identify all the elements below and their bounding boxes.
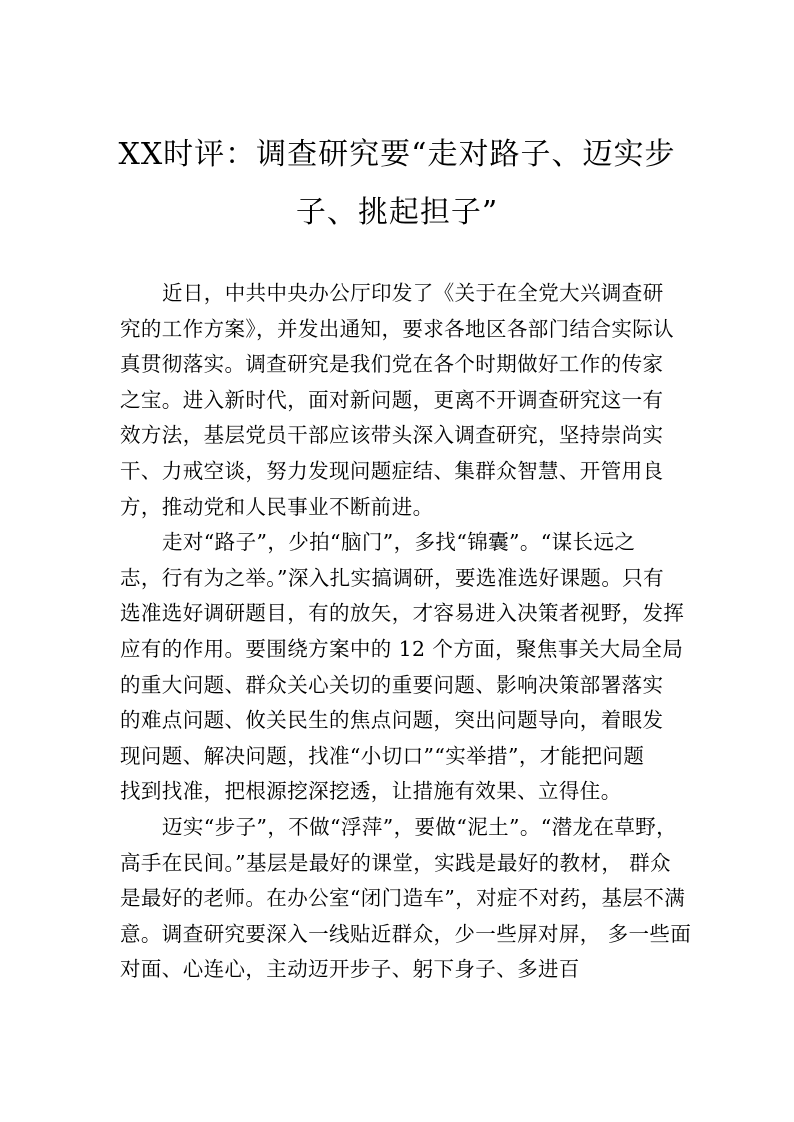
paragraph-line: 应有的作用。要围绕方案中的 12 个方面，聚焦事关大局全局 [120, 636, 684, 661]
paragraph-line: 的重大问题、群众关心关切的重要问题、影响决策部署落实 [120, 672, 664, 697]
paragraph-line: 究的工作方案》，并发出通知，要求各地区各部门结合实际认 [120, 316, 675, 341]
paragraph-line: 真贯彻落实。调查研究是我们党在各个时期做好工作的传家 [120, 352, 664, 377]
paragraph-line: 志，行有为之举。”深入扎实搞调研，要选准选好课题。只有 [120, 565, 665, 590]
paragraph-line: 走对“路子”，少拍“脑门”，多找“锦囊”。“谋长远之 [162, 530, 636, 555]
paragraph-3 [120, 810, 692, 988]
document-title [110, 126, 684, 242]
paragraph-line: 方，推动党和人民事业不断前进。 [120, 494, 434, 519]
title-line: 子、挑起担子” [295, 195, 499, 230]
paragraph-1 [120, 276, 686, 525]
paragraph-line: 意。调查研究要深入一线贴近群众，少一些屏对屏， 多一些面 [120, 921, 692, 946]
title-line: XX时评：调查研究要“走对路子、迈实步 [118, 137, 676, 172]
paragraph-line: 现问题、解决问题，找准“小切口”“实举措”，才能把问题 [120, 743, 645, 768]
paragraph-2 [120, 525, 686, 810]
paragraph-line: 找到找准，把根源挖深挖透，让措施有效果、立得住。 [120, 779, 622, 804]
paragraph-line: 近日，中共中央办公厅印发了《关于在全党大兴调查研 [162, 281, 664, 305]
paragraph-line: 效方法，基层党员干部应该带头深入调查研究，坚持崇尚实 [120, 423, 664, 448]
paragraph-line: 选准选好调研题目，有的放矢，才容易进入决策者视野，发挥 [120, 601, 685, 626]
paragraph-line: 干、力戒空谈，努力发现问题症结、集群众智慧、开管用良 [120, 458, 664, 483]
paragraph-line: 的难点问题、攸关民生的焦点问题，突出问题导向，着眼发 [120, 708, 664, 733]
paragraph-line: 是最好的老师。在办公室“闭门造车”，对症不对药，基层不满 [120, 886, 686, 911]
paragraph-line: 对面、心连心，主动迈开步子、躬下身子、多进百 [120, 957, 580, 982]
paragraph-line: 迈实“步子”，不做“浮萍”，要做“泥土”。“潜龙在草野， [162, 814, 678, 839]
document-body [120, 276, 692, 988]
paragraph-line: 之宝。进入新时代，面对新问题，更离不开调查研究这一有 [120, 387, 664, 412]
paragraph-line: 高手在民间。”基层是最好的课堂，实践是最好的教材， 群众 [120, 850, 671, 875]
